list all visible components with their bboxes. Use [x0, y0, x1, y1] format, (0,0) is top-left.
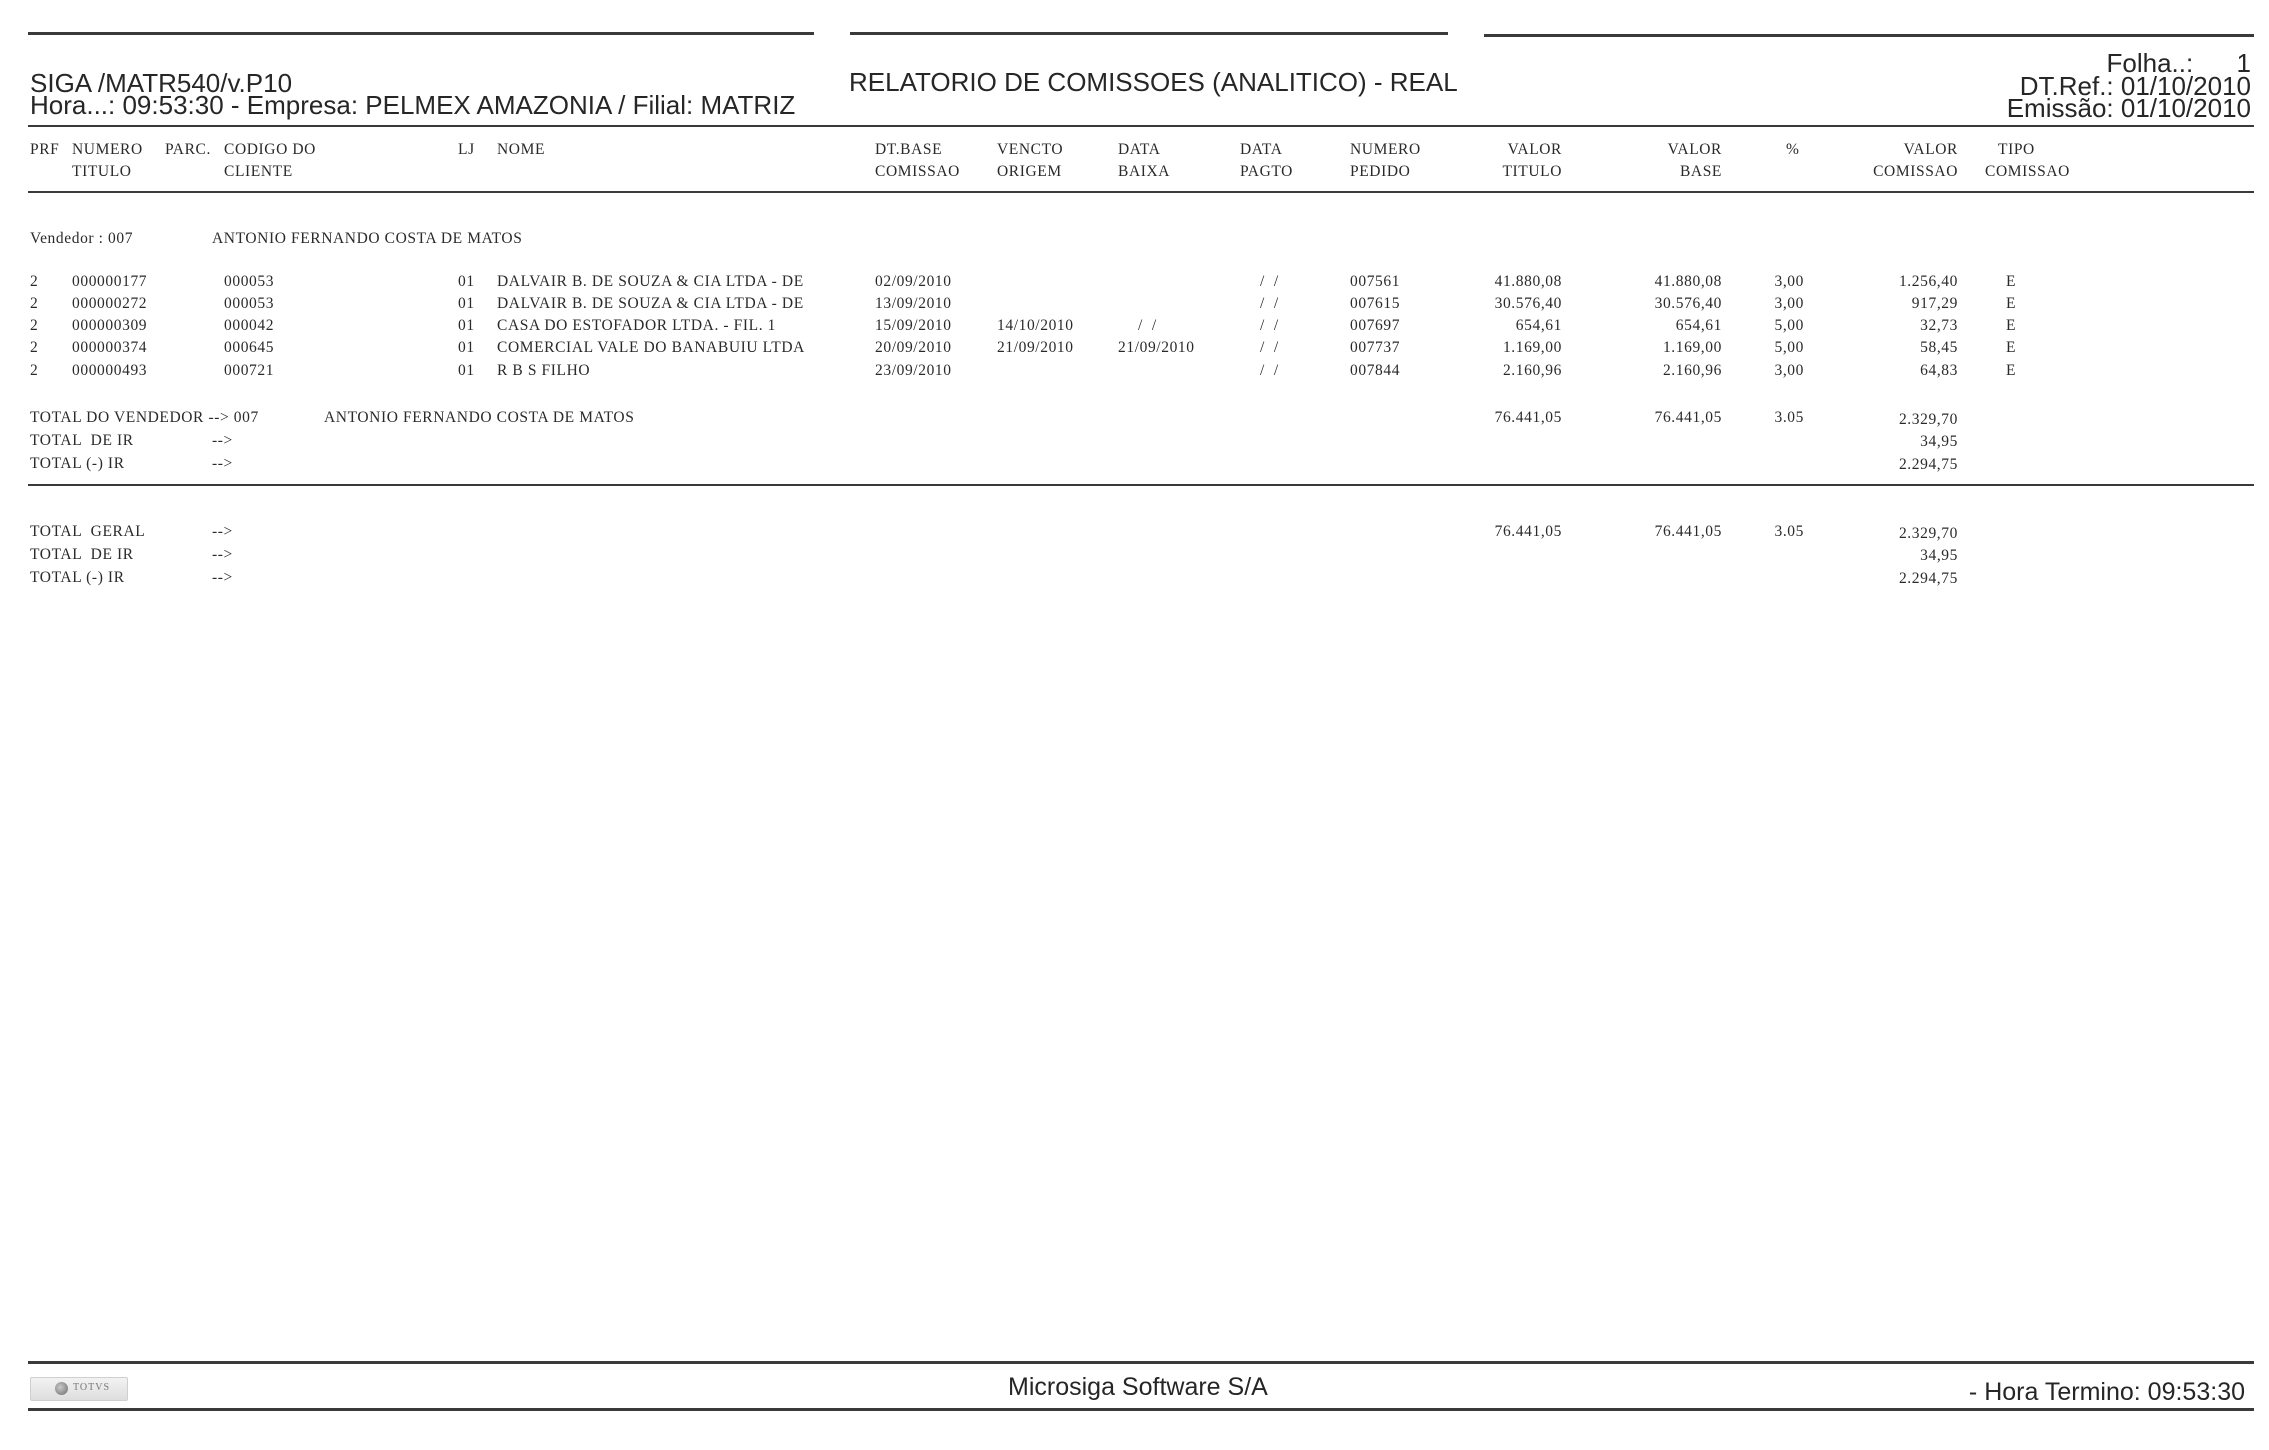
col-data-pagto: DATA — [1240, 141, 1283, 158]
col-parc: PARC. — [165, 141, 211, 158]
cell-valor-base: 30.576,40 — [1654, 295, 1722, 312]
col-prf: PRF — [30, 141, 60, 158]
cell-valor-base: 2.160,96 — [1662, 362, 1722, 379]
grand-total-percent: 3.05 — [1774, 523, 1804, 540]
header-top-rule-left — [28, 32, 814, 35]
cell-valor-titulo: 654,61 — [1515, 317, 1562, 334]
grand-ir-arrow: --> — [212, 546, 233, 563]
cell-numero: 000000272 — [72, 295, 148, 312]
vendor-total-name: ANTONIO FERNANDO COSTA DE MATOS — [324, 409, 635, 426]
cell-lj: 01 — [458, 339, 475, 356]
cell-valor-comissao: 58,45 — [1920, 339, 1958, 356]
grand-ir-label: TOTAL DE IR — [30, 546, 134, 563]
cell-valor-titulo: 2.160,96 — [1502, 362, 1562, 379]
cell-cliente: 000042 — [224, 317, 275, 334]
col-numero-pedido: NUMERO — [1350, 141, 1421, 158]
cell-nome: R B S FILHO — [497, 362, 591, 379]
col-vencto-origem: ORIGEM — [997, 163, 1062, 180]
grand-net-label: TOTAL (-) IR — [30, 569, 125, 586]
totvs-logo — [30, 1377, 128, 1401]
header-top-rule-right — [1484, 34, 2254, 37]
vendor-net-value: 2.294,75 — [1898, 456, 1958, 473]
vendedor-name: ANTONIO FERNANDO COSTA DE MATOS — [212, 230, 523, 247]
cell-lj: 01 — [458, 362, 475, 379]
ref-date: DT.Ref.: 01/10/2010 — [2019, 71, 2251, 101]
cell-valor-titulo: 30.576,40 — [1494, 295, 1562, 312]
vendor-total-valor-titulo: 76.441,05 — [1494, 409, 1562, 426]
cell-pagto: / / — [1260, 295, 1279, 312]
cell-percent: 3,00 — [1774, 362, 1804, 379]
cell-prf: 2 — [30, 362, 39, 379]
col-percent: % — [1786, 141, 1800, 158]
cell-prf: 2 — [30, 339, 39, 356]
cell-numero: 000000309 — [72, 317, 148, 334]
cell-valor-titulo: 41.880,08 — [1494, 273, 1562, 290]
page-number: Folha..: 1 — [2106, 48, 2251, 78]
cell-numero: 000000374 — [72, 339, 148, 356]
col-pedido: PEDIDO — [1350, 163, 1411, 180]
cell-lj: 01 — [458, 295, 475, 312]
vendor-total-label: TOTAL DO VENDEDOR --> 007 — [30, 409, 259, 426]
cell-dt-base: 13/09/2010 — [875, 295, 952, 312]
cell-tipo: E — [2006, 295, 2017, 312]
cell-valor-comissao: 32,73 — [1920, 317, 1958, 334]
cell-prf: 2 — [30, 273, 39, 290]
cell-valor-comissao: 1.256,40 — [1898, 273, 1958, 290]
col-codigo: CODIGO DO — [224, 141, 316, 158]
col-data-baixa: DATA — [1118, 141, 1161, 158]
vendor-net-arrow: --> — [212, 455, 233, 472]
cell-dt-base: 15/09/2010 — [875, 317, 952, 334]
cell-nome: COMERCIAL VALE DO BANABUIU LTDA — [497, 339, 805, 356]
emission-date: Emissão: 01/10/2010 — [2006, 93, 2251, 123]
cell-tipo: E — [2006, 317, 2017, 334]
cell-tipo: E — [2006, 339, 2017, 356]
cell-dt-base: 23/09/2010 — [875, 362, 952, 379]
grand-ir-value: 34,95 — [1920, 547, 1958, 564]
cell-percent: 5,00 — [1774, 339, 1804, 356]
col-lj: LJ — [458, 141, 475, 158]
col-valor-base: VALOR — [1667, 141, 1722, 158]
col-pagto: PAGTO — [1240, 163, 1293, 180]
cell-valor-comissao: 917,29 — [1911, 295, 1958, 312]
col-valor-titulo: VALOR — [1507, 141, 1562, 158]
vendor-net-label: TOTAL (-) IR — [30, 455, 125, 472]
col-cliente: CLIENTE — [224, 163, 293, 180]
cell-cliente: 000053 — [224, 273, 275, 290]
cell-tipo: E — [2006, 273, 2017, 290]
grand-net-arrow: --> — [212, 569, 233, 586]
cell-pagto: / / — [1260, 273, 1279, 290]
grand-net-value: 2.294,75 — [1898, 570, 1958, 587]
col-nome: NOME — [497, 141, 546, 158]
report-title: RELATORIO DE COMISSOES (ANALITICO) - REAL — [849, 67, 1458, 97]
system-id: SIGA /MATR540/v.P10 — [30, 68, 293, 98]
footer-end-time: - Hora Termino: 09:53:30 — [1968, 1378, 2245, 1406]
cell-cliente: 000721 — [224, 362, 275, 379]
cell-vencto: 14/10/2010 — [997, 317, 1074, 334]
logo-text: TOTVS — [73, 1382, 111, 1393]
cell-dt-base: 20/09/2010 — [875, 339, 952, 356]
col-comissao: COMISSAO — [1873, 163, 1958, 180]
grand-total-label: TOTAL GERAL — [30, 523, 146, 540]
cell-percent: 3,00 — [1774, 295, 1804, 312]
header-top-rule-center — [850, 32, 1448, 35]
cell-vencto: 21/09/2010 — [997, 339, 1074, 356]
cell-baixa: / / — [1138, 317, 1157, 334]
col-tipo-comissao: COMISSAO — [1985, 163, 2070, 180]
vendor-ir-value: 34,95 — [1920, 433, 1958, 450]
col-baixa: BAIXA — [1118, 163, 1171, 180]
cell-nome: CASA DO ESTOFADOR LTDA. - FIL. 1 — [497, 317, 776, 334]
cell-pedido: 007561 — [1350, 273, 1401, 290]
footer-bottom-rule — [28, 1408, 2254, 1411]
cell-pagto: / / — [1260, 362, 1279, 379]
cell-pedido: 007697 — [1350, 317, 1401, 334]
grand-total-arrow: --> — [212, 523, 233, 540]
cell-pedido: 007737 — [1350, 339, 1401, 356]
vendor-totals-rule — [28, 484, 2254, 486]
cell-valor-base: 654,61 — [1675, 317, 1722, 334]
cell-lj: 01 — [458, 317, 475, 334]
cell-nome: DALVAIR B. DE SOUZA & CIA LTDA - DE — [497, 273, 804, 290]
grand-total-valor-base: 76.441,05 — [1654, 523, 1722, 540]
vendor-ir-arrow: --> — [212, 432, 233, 449]
columns-rule — [28, 191, 2254, 193]
cell-cliente: 000645 — [224, 339, 275, 356]
col-numero: NUMERO — [72, 141, 143, 158]
grand-total-valor-titulo: 76.441,05 — [1494, 523, 1562, 540]
cell-numero: 000000177 — [72, 273, 148, 290]
col-dtbase-comissao: COMISSAO — [875, 163, 960, 180]
cell-valor-titulo: 1.169,00 — [1502, 339, 1562, 356]
cell-numero: 000000493 — [72, 362, 148, 379]
col-titulo: TITULO — [72, 163, 132, 180]
col-valor-comissao: VALOR — [1903, 141, 1958, 158]
time-company-line: Hora...: 09:53:30 - Empresa: PELMEX AMAZONIA / Filial: MATRIZ — [30, 90, 796, 120]
cell-prf: 2 — [30, 317, 39, 334]
cell-baixa: 21/09/2010 — [1118, 339, 1195, 356]
cell-prf: 2 — [30, 295, 39, 312]
logo-icon — [55, 1382, 68, 1395]
vendor-total-comissao: 2.329,70 — [1898, 411, 1958, 428]
cell-tipo: E — [2006, 362, 2017, 379]
cell-pedido: 007844 — [1350, 362, 1401, 379]
cell-valor-base: 41.880,08 — [1654, 273, 1722, 290]
col-vencto: VENCTO — [997, 141, 1064, 158]
footer-top-rule — [28, 1361, 2254, 1364]
col-dtbase: DT.BASE — [875, 141, 943, 158]
vendor-total-valor-base: 76.441,05 — [1654, 409, 1722, 426]
cell-pedido: 007615 — [1350, 295, 1401, 312]
cell-percent: 5,00 — [1774, 317, 1804, 334]
cell-valor-base: 1.169,00 — [1662, 339, 1722, 356]
col-tipo: TIPO — [1998, 141, 2035, 158]
cell-pagto: / / — [1260, 317, 1279, 334]
vendor-ir-label: TOTAL DE IR — [30, 432, 134, 449]
vendor-total-percent: 3.05 — [1774, 409, 1804, 426]
vendedor-label: Vendedor : 007 — [30, 230, 134, 247]
col-base: BASE — [1679, 163, 1722, 180]
header-bottom-rule — [28, 125, 2254, 127]
cell-lj: 01 — [458, 273, 475, 290]
cell-percent: 3,00 — [1774, 273, 1804, 290]
grand-total-comissao: 2.329,70 — [1898, 525, 1958, 542]
footer-company: Microsiga Software S/A — [1008, 1373, 1268, 1401]
cell-pagto: / / — [1260, 339, 1279, 356]
cell-cliente: 000053 — [224, 295, 275, 312]
cell-valor-comissao: 64,83 — [1920, 362, 1958, 379]
cell-dt-base: 02/09/2010 — [875, 273, 952, 290]
col-titulo-value: TITULO — [1502, 163, 1562, 180]
cell-nome: DALVAIR B. DE SOUZA & CIA LTDA - DE — [497, 295, 804, 312]
